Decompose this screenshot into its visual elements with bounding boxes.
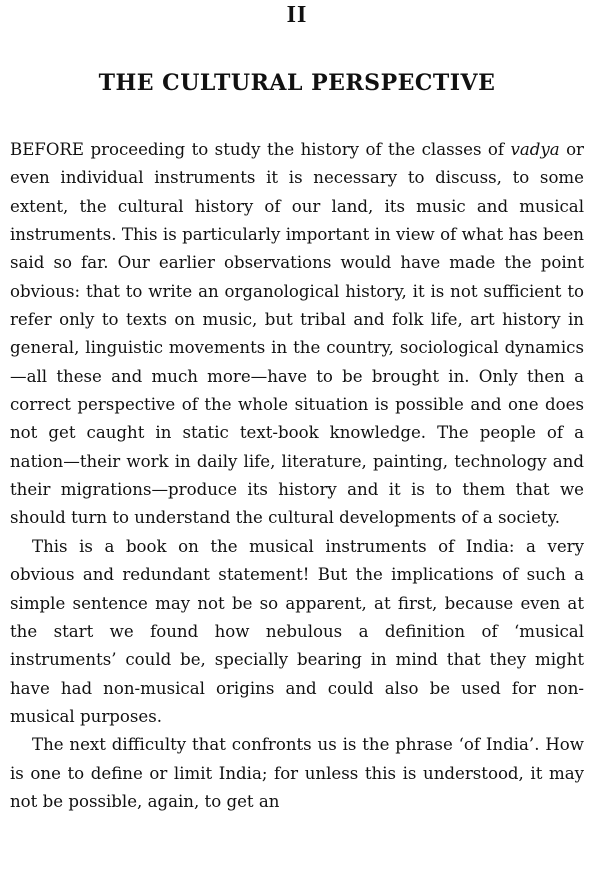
chapter-body xyxy=(10,136,584,816)
chapter-title: THE CULTURAL PERSPECTIVE xyxy=(98,70,496,96)
paragraph-1-term-vadya: vadya xyxy=(510,140,560,159)
paragraph-2: This is a book on the musical instruments of India: a very obvious and redundant statement! But the implications of such a simple sentence may not be so apparent, at first, because even at the start we found how nebulous a definition of ‘musical instruments’ could be, specially bearing in mind that they might have had non-musical origins and could also be used for non-musical purposes. xyxy=(10,536,584,726)
paragraph-1 xyxy=(10,136,584,533)
chapter-number: II xyxy=(286,2,308,28)
paragraph-3: The next difficulty that confronts us is the phrase ‘of India’. How is one to define or limit India; for unless this is understood, it may not be possible, again, to get an xyxy=(10,735,584,811)
paragraph-1-text-b: or even individual instruments it is necessary to discuss, to some extent, the cultural history of our land, its music and musical instruments. This is particularly important in view of what has been said so far. Our earlier observations would have made the point obvious: that to write an organological history, it is not sufficient to refer only to texts on music, but tribal and folk life, art history in general, linguistic movements in the country, sociological dynamics—all these and much more—have to be brought in. Only then a correct perspective of the whole situation is possible and one does not get caught in static text-book knowledge. The people of a nation—their work in daily life, literature, painting, technology and their migrations—produce its history and it is to them that we should turn to understand the cultural developments of a society. xyxy=(10,140,584,528)
paragraph-1-text-a: BEFORE proceeding to study the history of the classes of xyxy=(10,140,511,159)
